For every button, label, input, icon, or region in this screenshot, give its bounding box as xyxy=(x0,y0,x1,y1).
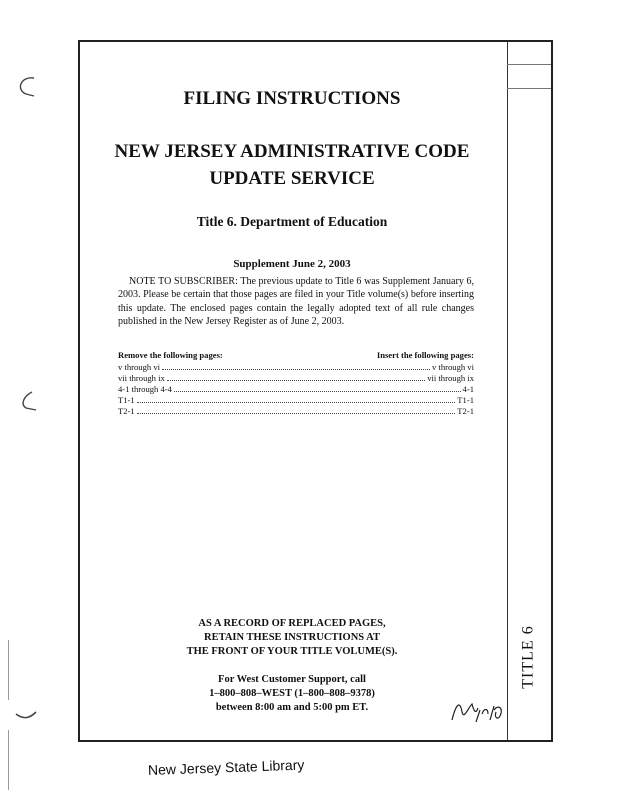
note-text: NOTE TO SUBSCRIBER: The previous update to Title 6 was Supplement January 6, 2003. Please be certain that those pages are filed in your Title volume(s) before inserting this update. The enclosed pages contain the legally adopted text of all rule changes published in the New Jersey Register as of June 2, 2003. xyxy=(118,276,474,328)
note-to-subscriber xyxy=(118,275,474,329)
leader-dots xyxy=(162,369,430,370)
remove-cell: T2-1 xyxy=(118,406,135,416)
code-heading xyxy=(80,138,504,192)
handwritten-initials-signature xyxy=(448,690,508,730)
punch-hole-mark xyxy=(10,700,40,730)
table-row xyxy=(118,362,474,373)
remove-header: Remove the following pages: xyxy=(118,350,223,360)
table-row xyxy=(118,373,474,384)
code-heading-line-2: UPDATE SERVICE xyxy=(209,168,375,189)
table-row xyxy=(118,395,474,406)
remove-cell: vii through ix xyxy=(118,373,165,383)
remove-cell: T1-1 xyxy=(118,395,135,405)
code-heading-line-1: NEW JERSEY ADMINISTRATIVE CODE xyxy=(114,141,470,162)
tab-tick xyxy=(507,88,551,89)
remove-cell: 4-1 through 4-4 xyxy=(118,384,172,394)
insert-cell: v through vi xyxy=(431,362,474,372)
punch-hole-mark xyxy=(10,388,40,418)
remove-cell: v through vi xyxy=(118,362,161,372)
insert-header: Insert the following pages: xyxy=(376,350,474,360)
tab-divider xyxy=(507,42,508,740)
supplement-heading: Supplement June 2, 2003 xyxy=(233,258,351,270)
retain-line-3: THE FRONT OF YOUR TITLE VOLUME(S). xyxy=(186,646,398,657)
table-row xyxy=(118,384,474,395)
tab-title-6 xyxy=(516,624,542,690)
customer-support xyxy=(80,673,504,715)
support-line-1: For West Customer Support, call xyxy=(218,674,366,685)
tab-label-text: TITLE 6 xyxy=(520,625,538,689)
library-stamp: New Jersey State Library xyxy=(147,756,305,778)
filing-instructions-title: FILING INSTRUCTIONS xyxy=(183,88,401,109)
insert-cell: T2-1 xyxy=(457,406,474,416)
insert-cell: 4-1 xyxy=(462,384,474,394)
retain-line-2: RETAIN THESE INSTRUCTIONS AT xyxy=(204,632,380,643)
leader-dots xyxy=(167,380,425,381)
scan-edge-line xyxy=(8,730,9,790)
title-heading: Title 6. Department of Education xyxy=(196,214,388,229)
retain-line-1: AS A RECORD OF REPLACED PAGES, xyxy=(198,618,386,629)
replacement-pages-table xyxy=(118,350,474,417)
insert-cell: vii through ix xyxy=(427,373,474,383)
leader-dots xyxy=(137,402,456,403)
table-row xyxy=(118,406,474,417)
leader-dots xyxy=(137,413,456,414)
support-line-3: between 8:00 am and 5:00 pm ET. xyxy=(215,702,369,713)
support-line-2: 1–800–808–WEST (1–800–808–9378) xyxy=(209,688,375,699)
table-header xyxy=(118,350,474,362)
tab-tick xyxy=(507,64,551,65)
retain-instructions xyxy=(80,617,504,659)
insert-cell: T1-1 xyxy=(457,395,474,405)
scan-edge-line xyxy=(8,640,9,700)
punch-hole-mark xyxy=(10,72,40,102)
leader-dots xyxy=(174,391,461,392)
